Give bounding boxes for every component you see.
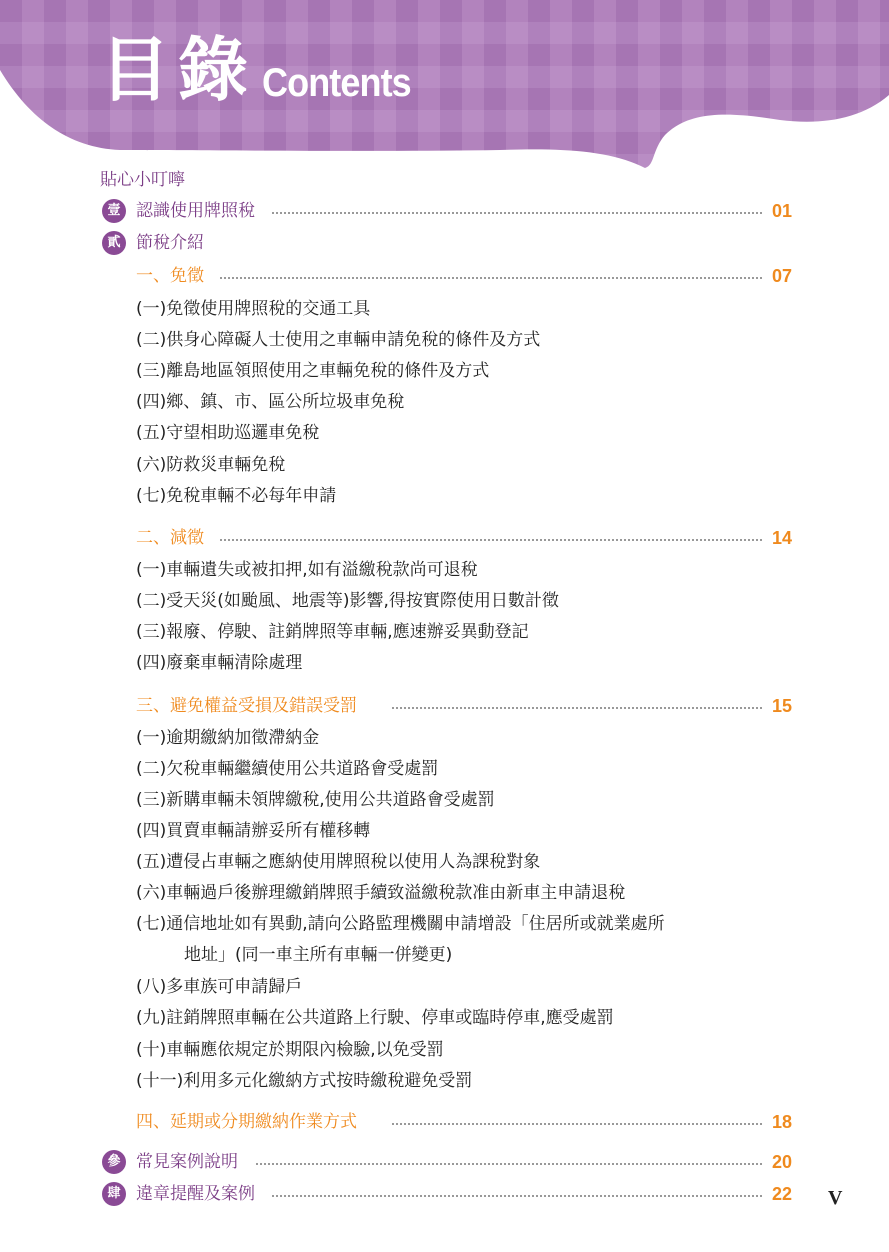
dot-leader xyxy=(256,1163,762,1165)
toc-item: (五)遭侵占車輛之應納使用牌照稅以使用人為課稅對象 xyxy=(136,852,541,872)
page-number: V xyxy=(828,1187,843,1209)
part-badge: 貳 xyxy=(102,231,126,255)
header-banner xyxy=(0,0,889,185)
page-title-chinese: 目錄 xyxy=(100,29,256,111)
page-number-ref: 14 xyxy=(772,528,793,548)
section-label: 三、避免權益受損及錯誤受罰 xyxy=(136,696,357,716)
section-label: 二、減徵 xyxy=(136,528,204,548)
toc-section-3[interactable] xyxy=(0,693,889,721)
part-label: 節稅介紹 xyxy=(136,233,204,253)
toc-item: (八)多車族可申請歸戶 xyxy=(136,977,303,997)
toc-part-1[interactable] xyxy=(0,198,889,226)
part-badge: 肆 xyxy=(102,1182,126,1206)
toc-item: (三)新購車輛未領牌繳稅,使用公共道路會受處罰 xyxy=(136,790,495,810)
section-label: 一、免徵 xyxy=(136,266,204,286)
toc-item: (一)逾期繳納加徵滯納金 xyxy=(136,728,320,748)
dot-leader xyxy=(272,212,762,214)
toc-item: (二)欠稅車輛繼續使用公共道路會受處罰 xyxy=(136,759,439,779)
toc-item: (七)免稅車輛不必每年申請 xyxy=(136,486,337,506)
toc-item: (四)鄉、鎮、市、區公所垃圾車免稅 xyxy=(136,392,405,412)
dot-leader xyxy=(392,707,762,709)
toc-item: (二)供身心障礙人士使用之車輛申請免稅的條件及方式 xyxy=(136,330,541,350)
toc-item: (十一)利用多元化繳納方式按時繳稅避免受罰 xyxy=(136,1071,473,1091)
page-number-ref: 07 xyxy=(772,266,793,286)
dot-leader xyxy=(220,539,762,541)
dot-leader xyxy=(220,277,762,279)
toc-item: (七)通信地址如有異動,請向公路監理機關申請增設「住居所或就業處所 xyxy=(136,914,665,934)
part-label: 認識使用牌照稅 xyxy=(136,201,255,221)
section-label: 四、延期或分期繳納作業方式 xyxy=(136,1112,357,1132)
toc-item: (十)車輛應依規定於期限內檢驗,以免受罰 xyxy=(136,1040,444,1060)
part-label: 違章提醒及案例 xyxy=(136,1184,255,1204)
toc-item: (六)車輛過戶後辦理繳銷牌照手續致溢繳稅款准由新車主申請退稅 xyxy=(136,883,626,903)
toc-item: (一)車輛遺失或被扣押,如有溢繳稅款尚可退稅 xyxy=(136,560,478,580)
toc-part-4[interactable] xyxy=(0,1181,889,1209)
page-number-ref: 01 xyxy=(772,201,793,221)
toc-part-3[interactable] xyxy=(0,1149,889,1177)
toc-item: (四)買賣車輛請辦妥所有權移轉 xyxy=(136,821,371,841)
dot-leader xyxy=(392,1123,762,1125)
toc-part-2[interactable] xyxy=(0,230,889,258)
toc-section-1[interactable] xyxy=(0,263,889,291)
toc-item: (一)免徵使用牌照稅的交通工具 xyxy=(136,299,371,319)
page-number-ref: 15 xyxy=(772,696,793,716)
dot-leader xyxy=(272,1195,762,1197)
page-number-ref: 20 xyxy=(772,1152,793,1172)
toc-section-4[interactable] xyxy=(0,1109,889,1137)
toc-item-continuation: 地址」(同一車主所有車輛一併變更) xyxy=(184,945,453,965)
part-badge: 參 xyxy=(102,1150,126,1174)
toc-section-2[interactable] xyxy=(0,525,889,553)
toc-item: (四)廢棄車輛清除處理 xyxy=(136,653,303,673)
page-number-ref: 22 xyxy=(772,1184,793,1204)
intro-heading: 貼心小叮嚀 xyxy=(100,170,185,190)
toc-item: (二)受天災(如颱風、地震等)影響,得按實際使用日數計徵 xyxy=(136,591,559,611)
page-title-english: Contents xyxy=(262,61,411,105)
toc-item: (六)防救災車輛免稅 xyxy=(136,455,286,475)
toc-item: (五)守望相助巡邏車免稅 xyxy=(136,423,320,443)
part-label: 常見案例說明 xyxy=(136,1152,238,1172)
page-number-ref: 18 xyxy=(772,1112,793,1132)
toc-item: (三)離島地區領照使用之車輛免稅的條件及方式 xyxy=(136,361,490,381)
part-badge: 壹 xyxy=(102,199,126,223)
toc-item: (九)註銷牌照車輛在公共道路上行駛、停車或臨時停車,應受處罰 xyxy=(136,1008,614,1028)
toc-item: (三)報廢、停駛、註銷牌照等車輛,應速辦妥異動登記 xyxy=(136,622,529,642)
